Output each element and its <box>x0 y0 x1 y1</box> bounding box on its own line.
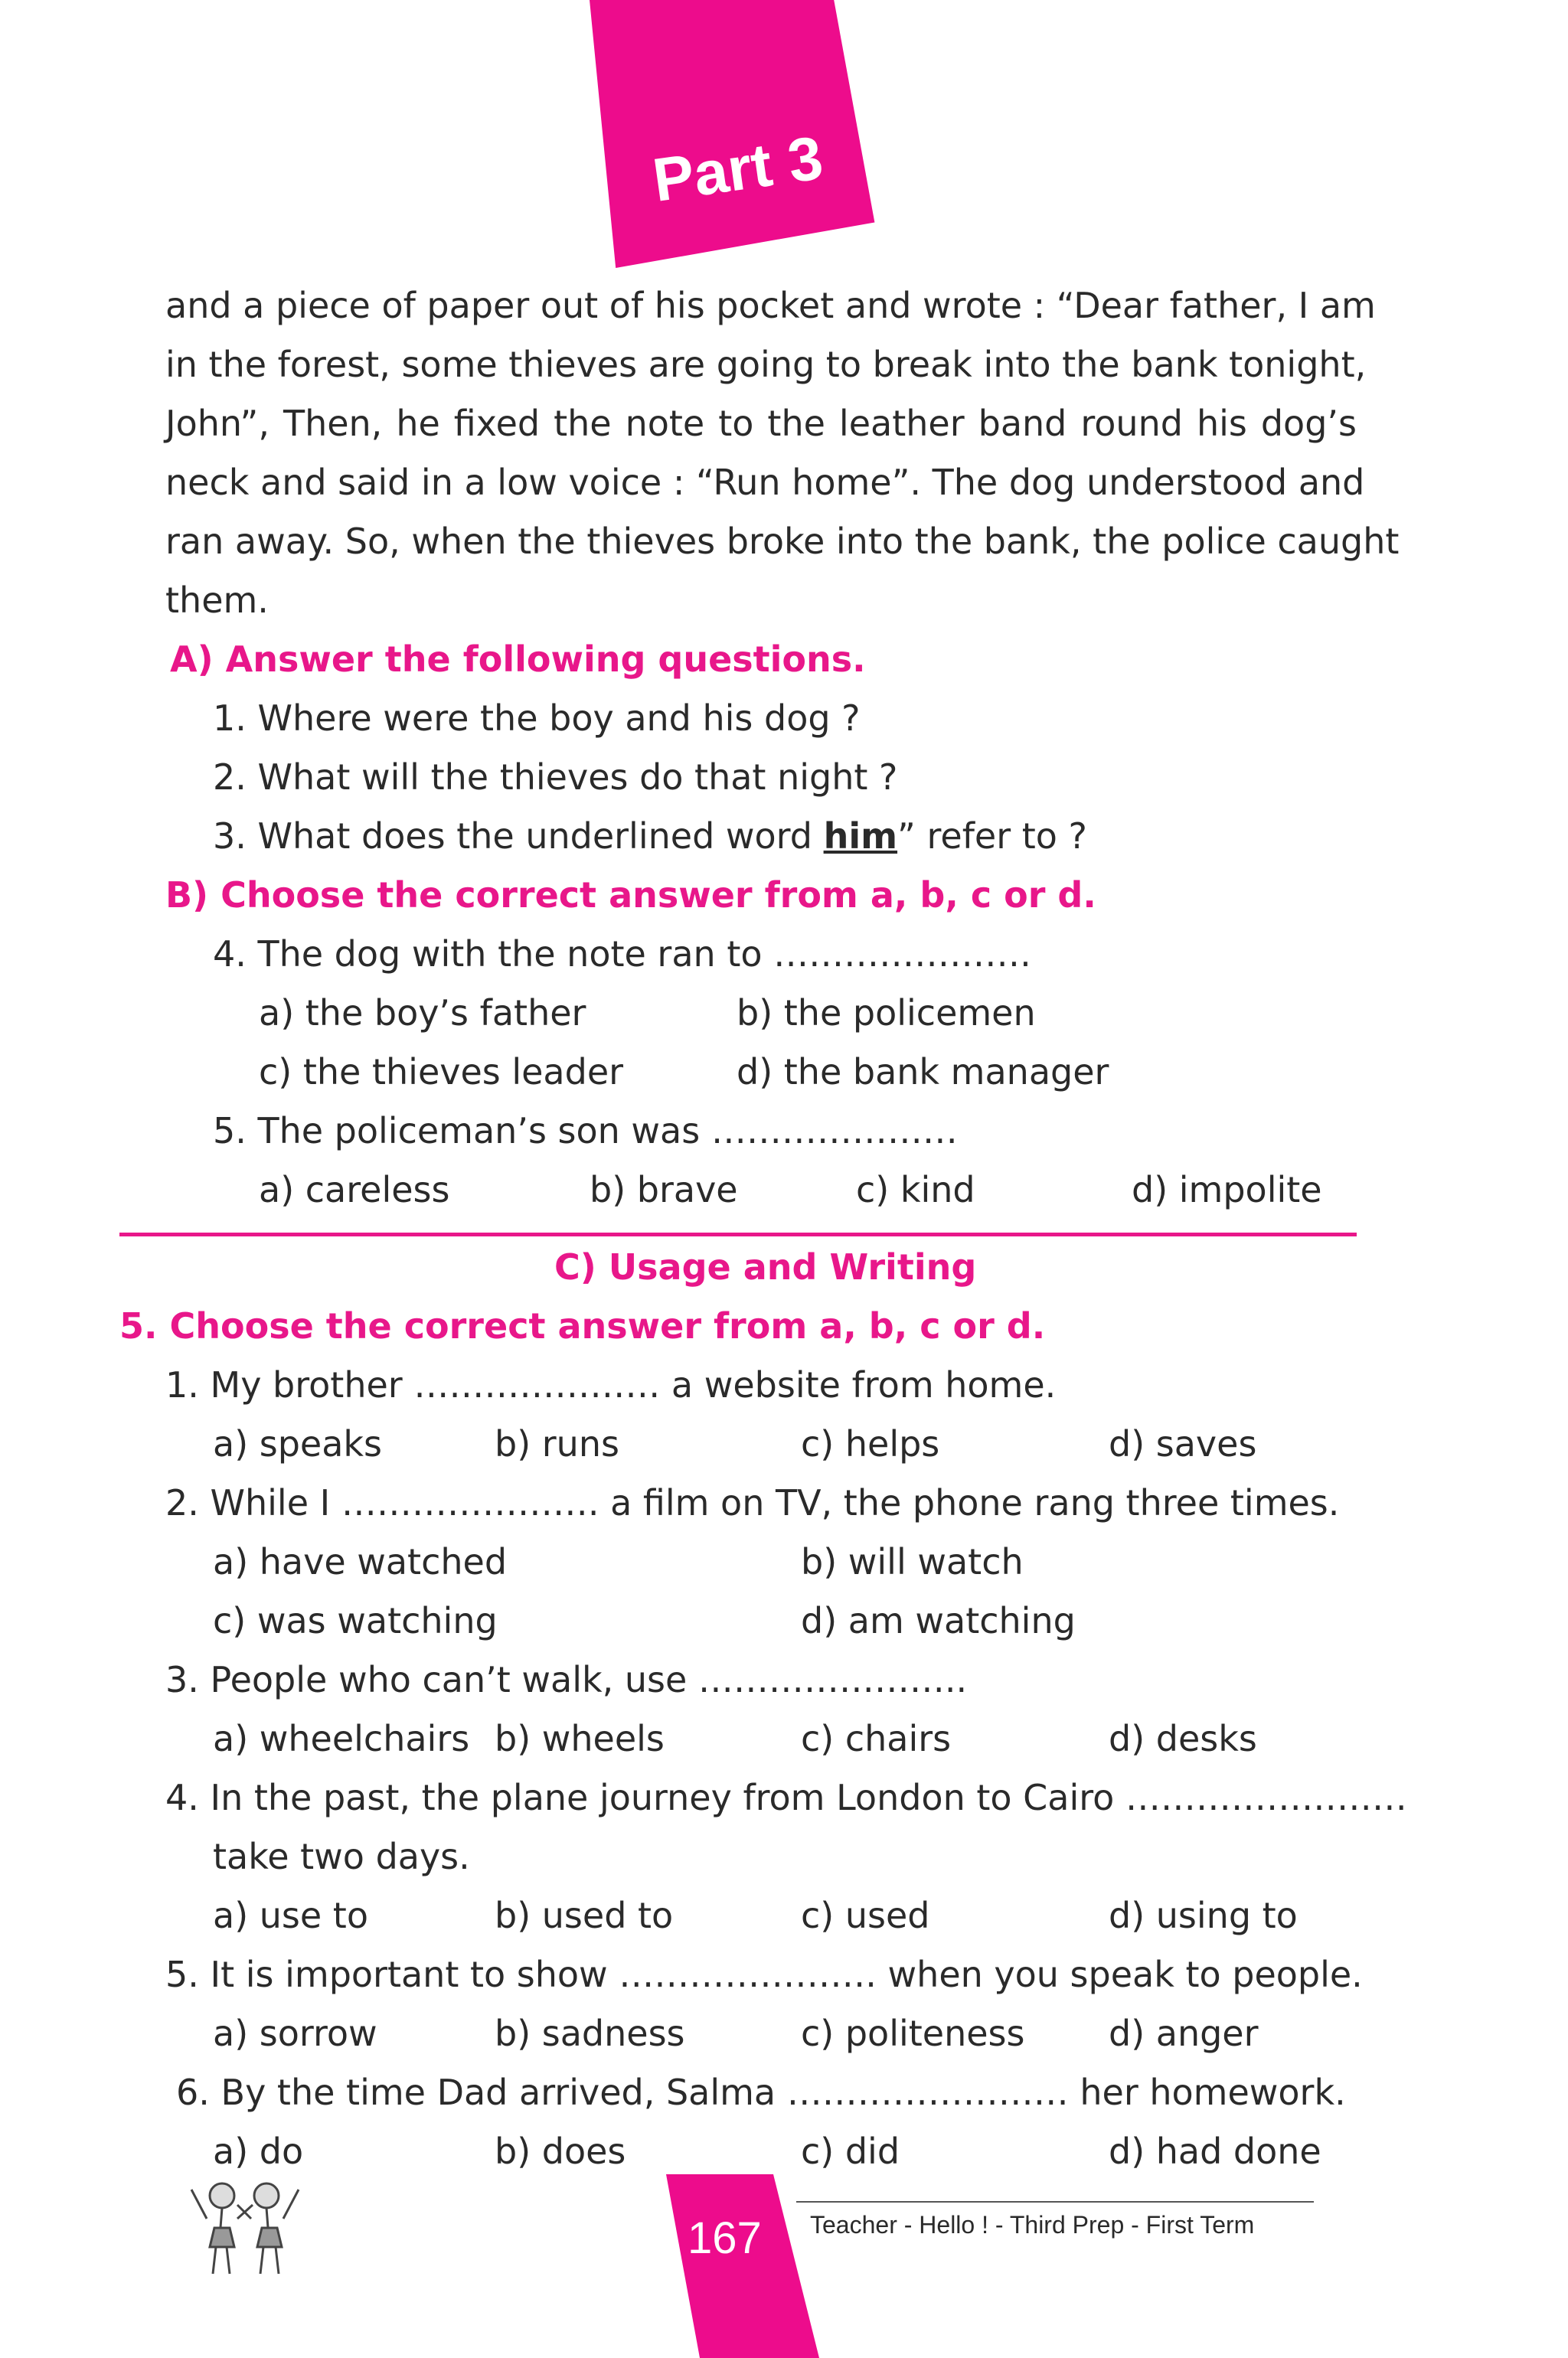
passage-line: ran away. So, when the thieves broke into the bank, the police caught <box>165 521 1400 562</box>
passage-line: and a piece of paper out of his pocket and wrote : “Dear father, I am <box>165 285 1376 326</box>
option-c5-c: c) politeness <box>801 2013 1025 2054</box>
section-c-title: C) Usage and Writing <box>554 1246 977 1288</box>
option-c2-b: b) will watch <box>801 1541 1024 1582</box>
question-b5: 5. The policeman’s son was ………………… <box>213 1110 958 1151</box>
footer-rule <box>796 2201 1314 2203</box>
question-a1: 1. Where were the boy and his dog ? <box>213 697 861 739</box>
option-b4-c: c) the thieves leader <box>259 1051 624 1092</box>
option-b4-a: a) the boy’s father <box>259 992 586 1034</box>
question-a2: 2. What will the thieves do that night ? <box>213 756 898 798</box>
question-c4-line1: 4. In the past, the plane journey from London to Cairo …………………… <box>165 1777 1407 1818</box>
option-c2-d: d) am watching <box>801 1600 1076 1641</box>
question-c6: 6. By the time Dad arrived, Salma …………………… her homework. <box>176 2072 1346 2113</box>
option-c6-d: d) had done <box>1109 2131 1321 2172</box>
option-b5-c: c) kind <box>856 1169 975 1210</box>
section-c-heading: 5. Choose the correct answer from a, b, c or d. <box>119 1305 1046 1347</box>
option-c4-b: b) used to <box>495 1895 674 1936</box>
underlined-word: him <box>823 815 898 857</box>
section-a-heading: A) Answer the following questions. <box>170 638 866 680</box>
question-c4-line2: take two days. <box>213 1836 470 1877</box>
option-c1-c: c) helps <box>801 1423 940 1465</box>
option-c1-a: a) speaks <box>213 1423 383 1465</box>
option-c1-d: d) saves <box>1109 1423 1257 1465</box>
option-c6-c: c) did <box>801 2131 900 2172</box>
option-c6-a: a) do <box>213 2131 304 2172</box>
option-c3-d: d) desks <box>1109 1718 1257 1759</box>
section-b-heading: B) Choose the correct answer from a, b, c or d. <box>165 874 1096 916</box>
book-title: Teacher - Hello ! - Third Prep - First Term <box>810 2211 1255 2239</box>
question-b4: 4. The dog with the note ran to …………………. <box>213 933 1031 975</box>
option-c5-a: a) sorrow <box>213 2013 377 2054</box>
option-c1-b: b) runs <box>495 1423 619 1465</box>
option-c4-d: d) using to <box>1109 1895 1298 1936</box>
passage-line: in the forest, some thieves are going to break into the bank tonight, <box>165 344 1367 385</box>
question-c2: 2. While I …………………. a film on TV, the phone rang three times. <box>165 1482 1340 1524</box>
option-c5-b: b) sadness <box>495 2013 685 2054</box>
option-c3-b: b) wheels <box>495 1718 665 1759</box>
option-c5-d: d) anger <box>1109 2013 1259 2054</box>
section-divider <box>119 1233 1357 1236</box>
option-b4-d: d) the bank manager <box>737 1051 1109 1092</box>
question-c1: 1. My brother ………………… a website from home. <box>165 1364 1057 1406</box>
option-c2-c: c) was watching <box>213 1600 498 1641</box>
option-c4-a: a) use to <box>213 1895 368 1936</box>
passage-line: them. <box>165 580 269 621</box>
option-c4-c: c) used <box>801 1895 930 1936</box>
question-c3: 3. People who can’t walk, use ………………….. <box>165 1659 968 1700</box>
page-number: 167 <box>688 2213 762 2263</box>
option-c2-a: a) have watched <box>213 1541 508 1582</box>
option-b5-d: d) impolite <box>1132 1169 1322 1210</box>
kids-illustration <box>176 2174 314 2281</box>
option-c3-c: c) chairs <box>801 1718 952 1759</box>
option-b5-a: a) careless <box>259 1169 450 1210</box>
question-c5: 5. It is important to show …………………. when you speak to people. <box>165 1954 1363 1995</box>
question-a3: 3. What does the underlined word him” refer to ? <box>213 815 1087 857</box>
passage-line: John”, Then, he fixed the note to the leather band round his dog’s <box>165 403 1357 444</box>
option-c3-a: a) wheelchairs <box>213 1718 470 1759</box>
option-b5-b: b) brave <box>590 1169 738 1210</box>
passage-line: neck and said in a low voice : “Run home”. The dog understood and <box>165 462 1365 503</box>
option-b4-b: b) the policemen <box>737 992 1036 1034</box>
option-c6-b: b) does <box>495 2131 626 2172</box>
part-title: Part 3 <box>648 122 827 215</box>
